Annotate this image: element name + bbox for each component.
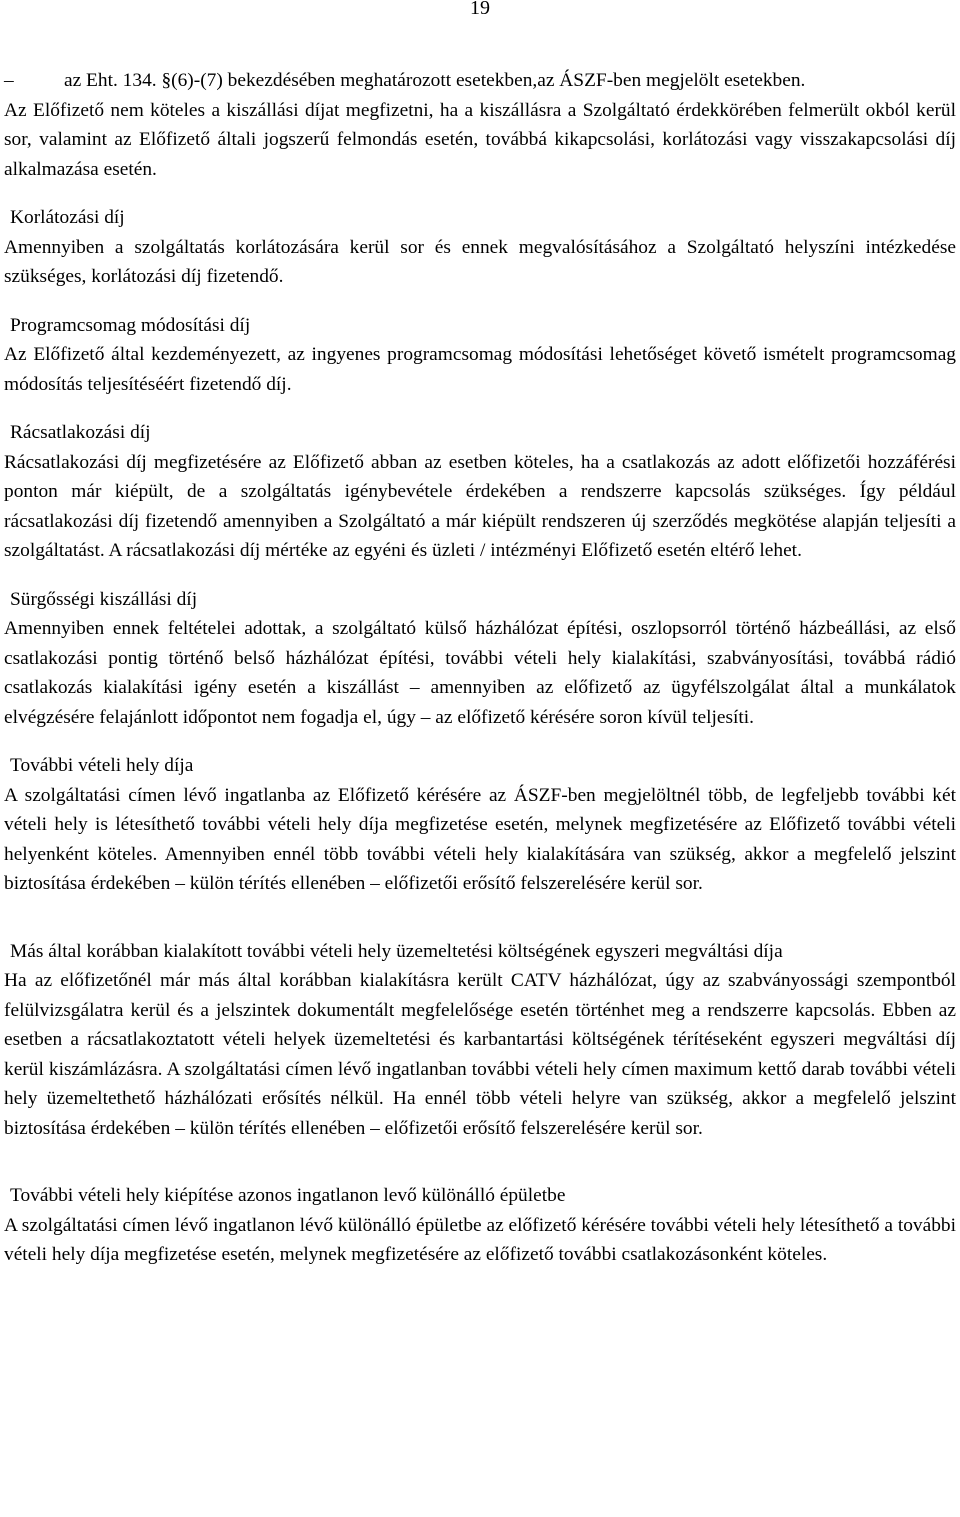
- dash-bullet: –: [4, 70, 14, 91]
- section-heading-racsatlakozasi-dij: Rácsatlakozási díj: [10, 422, 151, 443]
- section-body-kulonallo-epulet: A szolgáltatási címen lévő ingatlanon lévő különálló épületbe az előfizető kérésére további vételi hely létesíthető a további vételi hely díja megfizetése esetén, melynek megfizetésére az előfizető további csatlakozásonként köteles.: [4, 1214, 956, 1265]
- section-heading-megvaltasi-dij: Más által korábban kialakított további vételi hely üzemeltetési költségének egyszeri megváltási díja: [10, 940, 783, 962]
- section-body-korlatozasi-dij: Amennyiben a szolgáltatás korlátozására kerül sor és ennek megvalósításához a Szolgáltató helyszíni intézkedése szükséges, korlátozási díj fizetendő.: [4, 236, 956, 287]
- intro-paragraph: Az Előfizető nem köteles a kiszállási díjat megfizetni, ha a kiszállásra a Szolgáltató érdekkörében felmerült okból kerül sor, valamint az Előfizető általi jogszerű felmondás esetén, továbbá kikapcsolási, korlátozási vagy visszakapcsolási díj alkalmazása esetén.: [4, 99, 956, 180]
- section-body-tovabbi-veteli-hely-dija: A szolgáltatási címen lévő ingatlanba az Előfizető kérésére az ÁSZF-ben megjelöltnél több, de legfeljebb további két vételi hely is létesíthető további vételi hely díja megfizetése esetén, melynek megfizetésére az Előfizető további vételi helyenként köteles. Amennyiben ennél több további vételi hely kialakítására van szükség, akkor a megfelelő jelszint biztosítása érdekében – külön térítés ellenében – előfizetői erősítő felszerelésére kerül sor.: [4, 784, 956, 894]
- section-heading-kulonallo-epulet: További vételi hely kiépítése azonos ingatlanon levő különálló épületbe: [10, 1185, 566, 1206]
- section-heading-surgossegi-kiszallasi-dij: Sürgősségi kiszállási díj: [10, 588, 198, 610]
- section-heading-programcsomag-modositasi-dij: Programcsomag módosítási díj: [10, 314, 251, 336]
- page-number: 19: [470, 0, 490, 19]
- section-body-racsatlakozasi-dij: Rácsatlakozási díj megfizetésére az Előfizető abban az esetben köteles, ha a csatlakozás az adott előfizetői hozzáférési ponton már kiépült, de a szolgáltatás igénybevétele érdekében a rendszerre kapcsolás szükséges. Így például rácsatlakozási díj fizetendő amennyiben a Szolgáltató a már kiépült rendszeren új szerződés megkötése alapján teljesíti a szolgáltatást. A rácsatlakozási díj mértéke az egyéni és üzleti / intézményi Előfizető esetén eltérő lehet.: [4, 451, 956, 561]
- list-item-bullet: [4, 66, 956, 96]
- section-body-programcsomag-modositasi-dij: Az Előfizető által kezdeményezett, az ingyenes programcsomag módosítási lehetőséget követő ismételt programcsomag módosítás teljesítéséért fizetendő díj.: [4, 344, 956, 395]
- section-body-surgossegi-kiszallasi-dij: Amennyiben ennek feltételei adottak, a szolgáltató külső házhálózat építési, oszlopsorról történő házbeállási, az első csatlakozási pontig történő belső házhálózat építési, további vételi hely kialakítási, szabványosítási, továbbá rádió csatlakozás kialakítási igény esetén a kiszállást – amennyiben az előfizető az ügyfélszolgálat által a munkálatok elvégzésére felajánlott időpontot nem fogadja el, úgy – az előfizető kérésére soron kívül teljesíti.: [4, 618, 956, 728]
- document-body: [4, 66, 956, 1270]
- section-heading-tovabbi-veteli-hely-dija: További vételi hely díja: [10, 755, 194, 776]
- section-body-megvaltasi-dij: Ha az előfizetőnél már más által korábban kialakításra került CATV házhálózat, úgy az szabványossági szempontból felülvizsgálatra kerül és a jelszintek dokumentált megfelelősége esetén történhet meg a rendszerre kapcsolás. Ebben az esetben a rácsatlakoztatott vételi helyek üzemeltetési és karbantartási költségének térítéseként egyszeri megváltási díj kerül kiszámlázásra. A szolgáltatási címen lévő ingatlanban további vételi hely címen maximum kettő darab további vételi hely üzemeltethető házhálózati erősítés nélkül. Ha ennél több vételi helyre van szükség, akkor a megfelelő jelszint biztosítása érdekében – külön térítés ellenében – előfizetői erősítő felszerelésére kerül sor.: [4, 970, 956, 1139]
- section-heading-korlatozasi-dij: Korlátozási díj: [10, 207, 125, 228]
- bullet-text: az Eht. 134. §(6)-(7) bekezdésében meghatározott esetekben,az ÁSZF-ben megjelölt esetekben.: [64, 70, 806, 91]
